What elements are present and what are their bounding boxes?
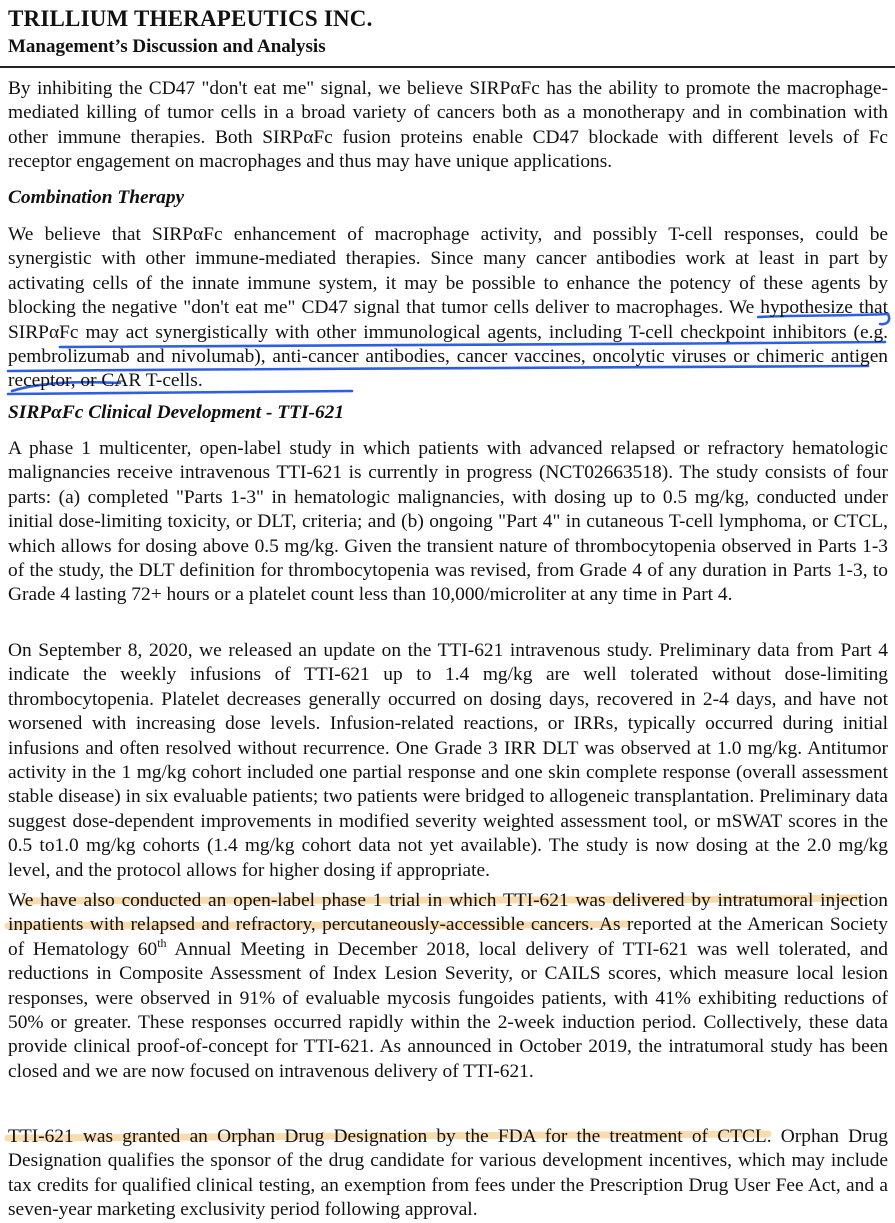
orphan-drug-paragraph: TTI-621 was granted an Orphan Drug Designation by the FDA for the treatment of CTCL. Orphan Drug Designation qualifies the sponsor of the drug candidate for various development incentives, which may include tax credits for qualified clinical testing, an exemption from fees under the Prescription Drug User Fee Act, and a seven-year marketing exclusivity period following approval.	[8, 1126, 888, 1221]
combination-therapy-paragraph: We believe that SIRPαFc enhancement of macrophage activity, and possibly T-cell responses, could be synergistic with other immune-mediated therapies. Since many cancer antibodies work at least in part by activating cells of the innate immune system, it may be possible to enhance the potency of these agents by blocking the negative "don't eat me" CD47 signal that tumor cells deliver to macrophages. We hypothesize that SIRPαFc may act synergistically with other immunological agents, including T-cell checkpoint inhibitors (e.g. pembrolizumab and nivolumab), anti-cancer antibodies, cancer vaccines, oncolytic viruses or chimeric antigen receptor, or CAR T-cells.	[8, 224, 888, 392]
company-name: TRILLIUM THERAPEUTICS INC.	[8, 6, 373, 31]
clinical-paragraph-3	[8, 889, 888, 1084]
clinical-paragraph-1: A phase 1 multicenter, open-label study in which patients with advanced relapsed or refractory hematologic malignancies receive intravenous TTI-621 is currently in progress (NCT02663518). The study consists of four parts: (a) completed "Parts 1-3" in hematologic malignancies, with dosing up to 0.5 mg/kg, conducted under initial dose-limiting toxicity, or DLT, criteria; and (b) ongoing "Part 4" in cutaneous T-cell lymphoma, or CTCL, which allows for dosing above 0.5 mg/kg. Given the transient nature of thrombocytopenia observed in Parts 1-3 of the study, the DLT definition for thrombocytopenia was revised, from Grade 4 of any duration in Parts 1-3, to Grade 4 lasting 72+ hours or a platelet count less than 10,000/microliter at any time in Part 4.	[8, 438, 888, 606]
clinical-paragraph-3-part-b: Annual Meeting in December 2018, local delivery of TTI-621 was well tolerated, and reductions in Composite Assessment of Index Lesion Severity, or CAILS scores, which measure local lesion responses, were observed in 91% of evaluable mycosis fungoides patients, with 41% exhibiting reductions of 50% or greater. These responses occurred rapidly within the 2-week induction period. Collectively, these data provide clinical proof-of-concept for TTI-621. As announced in October 2019, the intratumoral study has been closed and we are now focused on intravenous delivery of TTI-621.	[8, 938, 889, 1082]
clinical-paragraph-2: On September 8, 2020, we released an update on the TTI-621 intravenous study. Preliminary data from Part 4 indicate the weekly infusions of TTI-621 up to 1.4 mg/kg are well tolerated without dose-limiting thrombocytopenia. Platelet decreases generally occurred on dosing days, recovered in 2-4 days, and have not worsened with increasing dose levels. Infusion-related reactions, or IRRs, typically occurred during initial infusions and often resolved without recurrence. One Grade 3 IRR DLT was observed at 1.0 mg/kg. Antitumor activity in the 1 mg/kg cohort included one partial response and one skin complete response (overall assessment stable disease) in six evaluable patients; two patients were bridged to allogeneic transplantation. Preliminary data suggest dose-dependent improvements in modified severity weighted assessment tool, or mSWAT scores in the 0.5 to1.0 mg/kg cohorts (1.4 mg/kg cohort data not yet available). The study is now dosing at the 2.0 mg/kg level, and the protocol allows for higher dosing if appropriate.	[8, 640, 888, 881]
clinical-paragraph-3-part-a: We have also conducted an open-label phase 1 trial in which TTI-621 was delivered by intratumoral injection inpatients with relapsed and refractory, percutaneously-accessible cancers. As reported at the American Society of Hematology 60	[8, 890, 888, 960]
header-rule	[0, 66, 895, 68]
ordinal-suffix: th	[157, 935, 167, 950]
combination-therapy-heading: Combination Therapy	[8, 187, 185, 208]
clinical-development-heading: SIRPαFc Clinical Development - TTI-621	[8, 402, 345, 423]
intro-paragraph: By inhibiting the CD47 "don't eat me" signal, we believe SIRPαFc has the ability to promote the macrophage-mediated killing of tumor cells in a broad variety of cancers both as a monotherapy and in combination with other immune therapies. Both SIRPαFc fusion proteins enable CD47 blockade with different levels of Fc receptor engagement on macrophages and thus may have unique applications.	[8, 78, 888, 173]
section-title: Management’s Discussion and Analysis	[8, 36, 326, 57]
